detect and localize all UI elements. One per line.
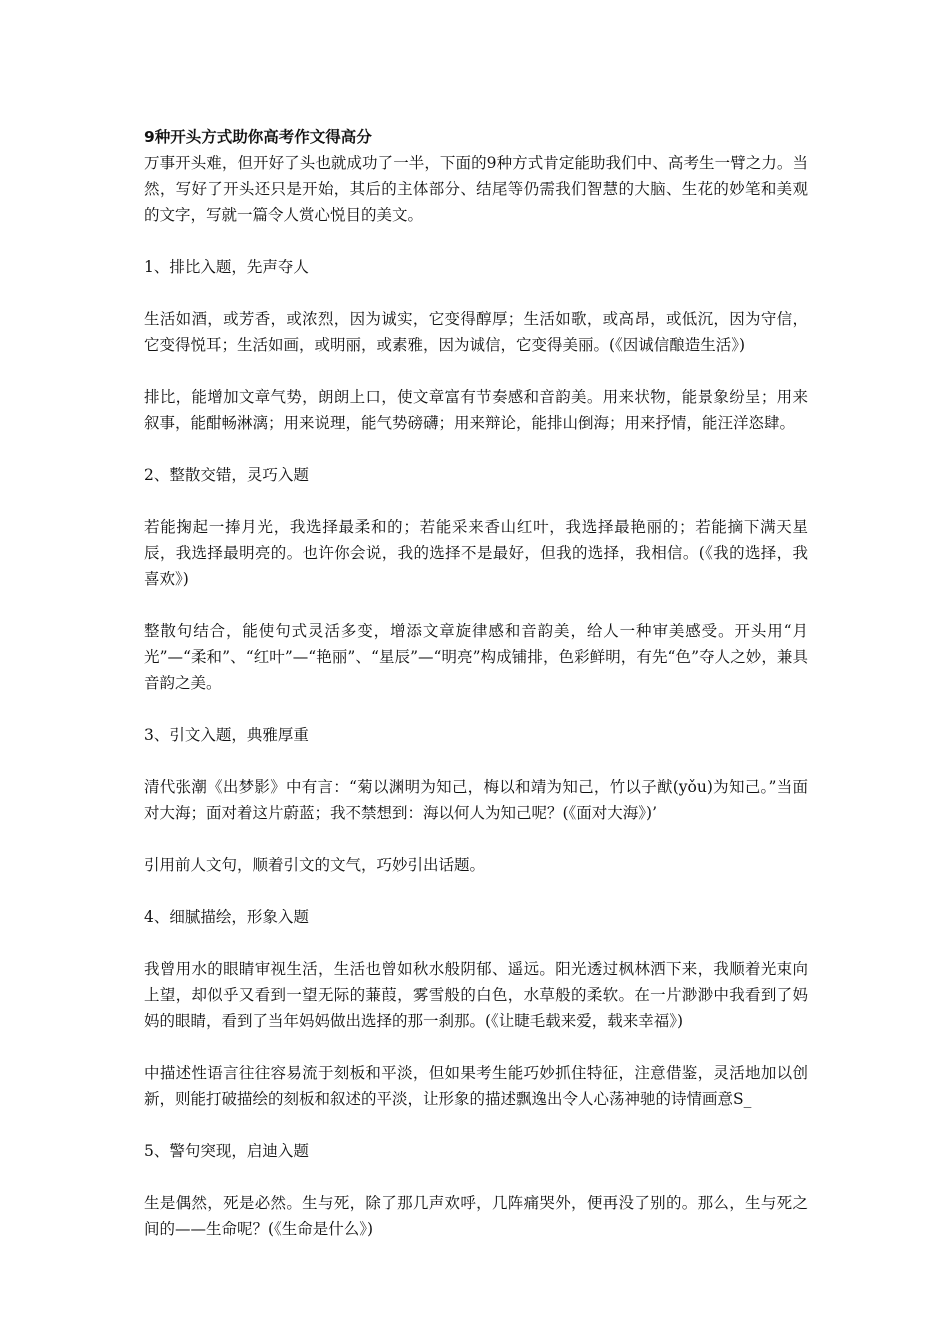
section-3-example: 清代张潮《出梦影》中有言：“菊以渊明为知己，梅以和靖为知己，竹以子猷(yǒu)为知己。”当面对大海；面对着这片蔚蓝；我不禁想到：海以何人为知己呢？(《面对大海》)’ [144, 778, 808, 822]
section-1-example: 生活如酒，或芳香，或浓烈，因为诚实，它变得醇厚；生活如歌，或高昂，或低沉，因为守信，它变得悦耳；生活如画，或明丽，或素雅，因为诚信，它变得美丽。(《因诚信酿造生活》) [144, 310, 808, 354]
section-3-comment: 引用前人文句，顺着引文的文气，巧妙引出话题。 [144, 856, 486, 874]
document-title: 9种开头方式助你高考作文得高分 [144, 128, 372, 146]
section-3-heading: 3、引文入题，典雅厚重 [144, 726, 309, 744]
section-5-example: 生是偶然，死是必然。生与死，除了那几声欢呼，几阵痛哭外，便再没了别的。那么，生与死之间的——生命呢？(《生命是什么》) [144, 1194, 808, 1238]
section-1-heading: 1、排比入题，先声夺人 [144, 258, 309, 276]
intro-paragraph: 万事开头难，但开好了头也就成功了一半，下面的9种方式肯定能助我们中、高考生一臂之力。当然，写好了开头还只是开始，其后的主体部分、结尾等仍需我们智慧的大脑、生花的妙笔和美观的文字，写就一篇令人赏心悦目的美文。 [144, 154, 808, 224]
section-2-example: 若能掬起一捧月光，我选择最柔和的；若能采来香山红叶，我选择最艳丽的；若能摘下满天星辰，我选择最明亮的。也许你会说，我的选择不是最好，但我的选择，我相信。(《我的选择，我喜欢》) [144, 518, 808, 588]
section-4-example: 我曾用水的眼睛审视生活，生活也曾如秋水般阴郁、遥远。阳光透过枫林洒下来，我顺着光束向上望，却似乎又看到一望无际的蒹葭，雾雪般的白色，水草般的柔软。在一片渺渺中我看到了妈妈的眼睛，看到了当年妈妈做出选择的那一刹那。(《让睫毛载来爱，载来幸福》) [144, 960, 808, 1030]
document-body [144, 124, 808, 1242]
section-2-comment: 整散句结合，能使句式灵活多变，增添文章旋律感和音韵美，给人一种审美感受。开头用“月光”—“柔和”、“红叶”—“艳丽”、“星辰”—“明亮”构成铺排，色彩鲜明，有先“色”夺人之妙，兼具音韵之美。 [144, 622, 808, 692]
section-5-heading: 5、警句突现，启迪入题 [144, 1142, 309, 1160]
section-1-comment: 排比，能增加文章气势，朗朗上口，使文章富有节奏感和音韵美。用来状物，能景象纷呈；用来叙事，能酣畅淋漓；用来说理，能气势磅礴；用来辩论，能排山倒海；用来抒情，能汪洋恣肆。 [144, 388, 808, 432]
section-4-comment: 中描述性语言往往容易流于刻板和平淡，但如果考生能巧妙抓住特征，注意借鉴，灵活地加以创新，则能打破描绘的刻板和叙述的平淡，让形象的描述飘逸出令人心荡神驰的诗情画意S_ [144, 1064, 808, 1108]
section-4-heading: 4、细腻描绘，形象入题 [144, 908, 309, 926]
section-2-heading: 2、整散交错，灵巧入题 [144, 466, 309, 484]
